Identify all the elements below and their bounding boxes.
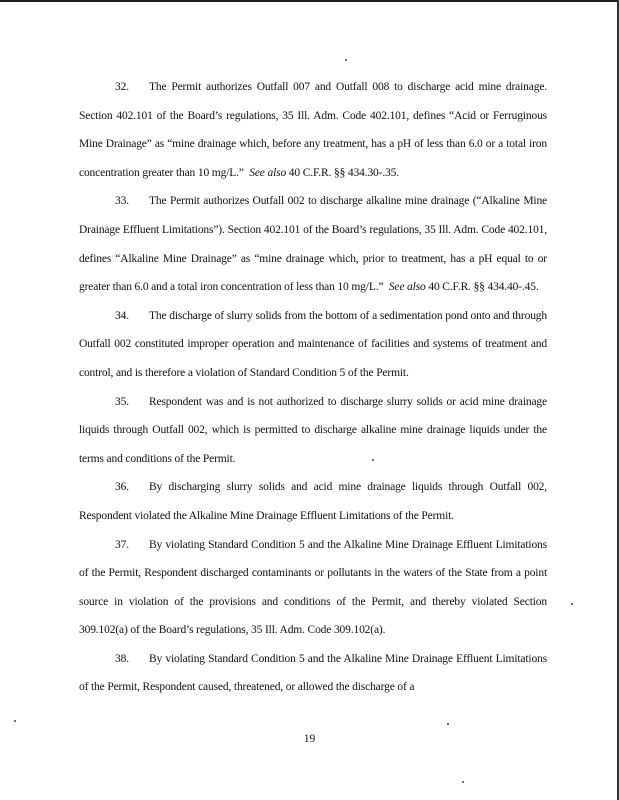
- citation-text: 40 C.F.R. §§ 434.30-.35.: [288, 166, 399, 179]
- paragraph-number: 35.: [115, 395, 129, 408]
- scan-speck: [462, 781, 464, 783]
- scan-speck: [14, 720, 16, 722]
- paragraph-32: [79, 73, 547, 187]
- paragraph-number: 33.: [115, 195, 129, 208]
- paragraph-38: [79, 645, 547, 702]
- paragraph-number: 32.: [115, 81, 129, 93]
- paragraph-text: Respondent was and is not authorized to discharge slurry solids or acid mine drainage liquids through Outfall 002, which is permitted to discharge alkaline mine drainage liquids under the terms and conditions of the Permit.: [79, 395, 547, 465]
- paragraph-35: [79, 388, 547, 474]
- citation-signal: See also: [388, 281, 426, 294]
- paragraph-text: By violating Standard Condition 5 and the Alkaline Mine Drainage Effluent Limitations of the Permit, Respondent discharged contaminants or pollutants in the waters of the State from a point source in violation of the provisions and conditions of the Permit, and thereby violated Section 309.102(a) of the Board’s regulations, 35 Ill. Adm. Code 309.102(a).: [79, 538, 547, 637]
- paragraph-number: 38.: [115, 652, 129, 665]
- paragraph-text: The discharge of slurry solids from the bottom of a sedimentation pond onto and through Outfall 002 constituted improper operation and maintenance of facilities and systems of treatment and control, and is therefore a violation of Standard Condition 5 of the Permit.: [79, 309, 547, 379]
- document-body: [79, 73, 547, 702]
- scan-speck: [345, 59, 347, 61]
- page-number: 19: [303, 733, 316, 745]
- paragraph-text: The Permit authorizes Outfall 007 and Outfall 008 to discharge acid mine drainage. Section 402.101 of the Board’s regulations, 35 Ill. Adm. Code 402.101, defines “Acid or Ferruginous Mine Drainage” as “mine drainage which, before any treatment, has a pH of less than 6.0 or a total iron concentration greater than 10 mg/L.”: [79, 81, 547, 179]
- paragraph-text: By discharging slurry solids and acid mine drainage liquids through Outfall 002, Respondent violated the Alkaline Mine Drainage Effluent Limitations of the Permit.: [79, 481, 547, 522]
- paragraph-36: [79, 473, 547, 530]
- paragraph-33: [79, 187, 547, 301]
- citation-signal: See also: [249, 166, 287, 179]
- paragraph-number: 37.: [115, 538, 129, 551]
- scan-speck: [447, 723, 449, 725]
- scan-edge-top: [0, 0, 619, 2]
- citation-text: 40 C.F.R. §§ 434.40-.45.: [428, 281, 539, 294]
- scan-speck: [372, 459, 374, 461]
- paragraph-text: By violating Standard Condition 5 and the Alkaline Mine Drainage Effluent Limitations of the Permit, Respondent caused, threatened, or allowed the discharge of a: [79, 652, 547, 694]
- scan-speck: [571, 603, 573, 605]
- paragraph-text: The Permit authorizes Outfall 002 to discharge alkaline mine drainage (“Alkaline Mine Drainage Effluent Limitations”). Section 402.101 of the Board’s regulations, 35 Ill. Adm. Code 402.101, defines “Alkaline Mine Drainage” as “mine drainage which, prior to treatment, has a pH equal to or greater than 6.0 and a total iron concentration of less than 10 mg/L.”: [79, 195, 547, 294]
- paragraph-number: 34.: [115, 309, 129, 322]
- paragraph-34: [79, 302, 547, 388]
- paragraph-37: [79, 531, 547, 645]
- paragraph-number: 36.: [115, 481, 129, 494]
